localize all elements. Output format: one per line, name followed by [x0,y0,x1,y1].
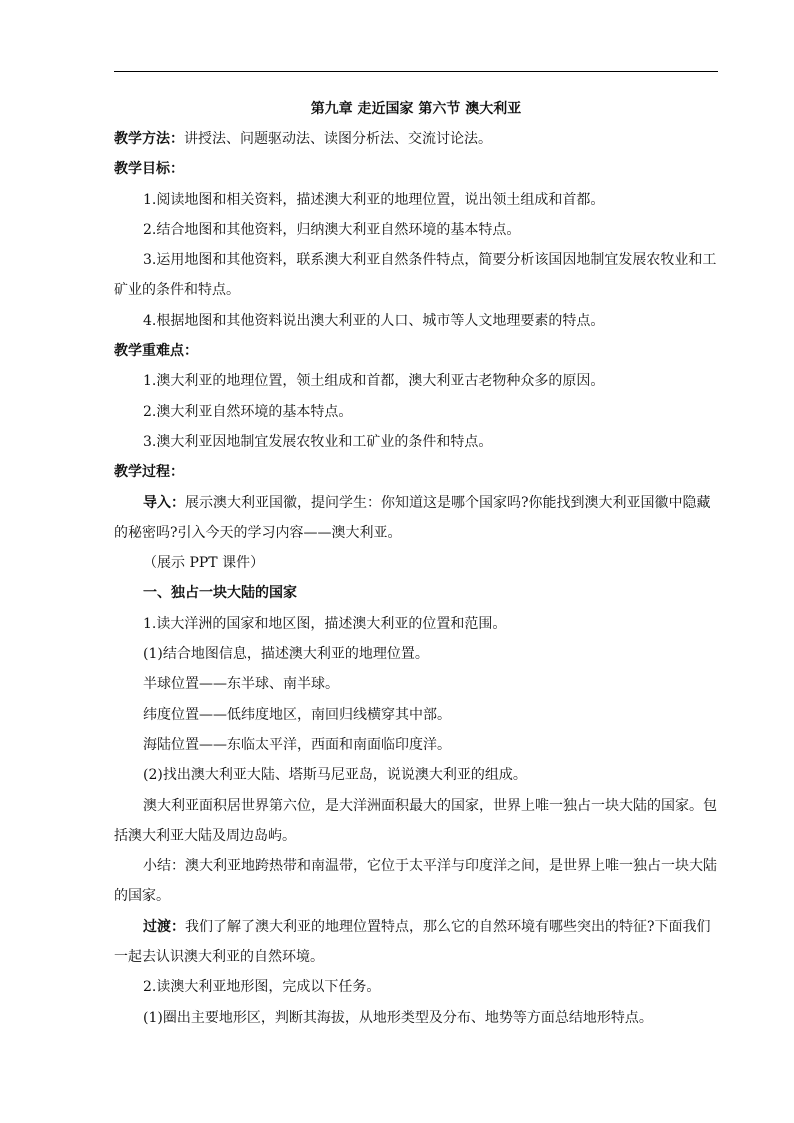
goal-item: 2.结合地图和其他资料，归纳澳大利亚自然环境的基本特点。 [143,221,521,238]
latitude-line: 纬度位置——低纬度地区，南回归线横穿其中部。 [143,706,451,723]
hemisphere-line: 半球位置——东半球、南半球。 [143,676,339,693]
goals-heading: 教学目标： [114,161,184,178]
ppt-note: （展示 PPT 课件） [143,555,265,572]
step-1a: (1)结合地图信息，描述澳大利亚的地理位置。 [143,646,429,663]
header-rule [114,71,718,72]
transition-label: 过渡： [143,918,185,935]
keypoints-heading: 教学重难点： [114,343,198,360]
intro-label: 导入： [143,494,185,511]
page-title: 第九章 走近国家 第六节 澳大利亚 [310,101,522,117]
intro-text: 展示澳大利亚国徽，提问学生：你知道这是哪个国家吗?你能找到澳大利亚国徽中隐藏的秘密吗?引入今天的学习内容——澳大利亚。 [114,494,711,541]
goal-item: 1.阅读地图和相关资料，描述澳大利亚的地理位置，说出领土组成和首都。 [143,191,605,208]
goal-item: 3.运用地图和其他资料，联系澳大利亚自然条件特点，简要分析该国因地制宜发展农牧业和工矿业的条件和特点。 [114,252,717,299]
process-heading: 教学过程： [114,464,184,481]
document-body [114,94,718,1033]
step-2: 2.读澳大利亚地形图，完成以下任务。 [143,979,381,996]
transition-paragraph [114,912,718,973]
section-heading: 一、独占一块大陆的国家 [143,585,297,602]
intro-paragraph [114,488,718,549]
goal-item: 4.根据地图和其他资料说出澳大利亚的人口、城市等人文地理要素的特点。 [143,312,605,329]
method-label: 教学方法： [114,131,184,147]
keypoint-item: 2.澳大利亚自然环境的基本特点。 [143,403,353,420]
method-line [114,124,718,154]
keypoint-item: 3.澳大利亚因地制宜发展农牧业和工矿业的条件和特点。 [143,433,493,450]
method-text: 讲授法、问题驱动法、读图分析法、交流讨论法。 [184,131,492,147]
sealand-line: 海陆位置——东临太平洋，西面和南面临印度洋。 [143,736,451,753]
keypoint-item: 1.澳大利亚的地理位置，领土组成和首都，澳大利亚古老物种众多的原因。 [143,373,605,390]
transition-text: 我们了解了澳大利亚的地理位置特点，那么它的自然环境有哪些突出的特征?下面我们一起去认识澳大利亚的自然环境。 [114,918,711,966]
area-paragraph: 澳大利亚面积居世界第六位，是大洋洲面积最大的国家，世界上唯一独占一块大陆的国家。包括澳大利亚大陆及周边岛屿。 [114,797,717,844]
step-2a: (1)圈出主要地形区，判断其海拔，从地形类型及分布、地势等方面总结地形特点。 [143,1009,653,1026]
step-1b: (2)找出澳大利亚大陆、塔斯马尼亚岛，说说澳大利亚的组成。 [143,767,527,784]
step-1: 1.读大洋洲的国家和地区图，描述澳大利亚的位置和范围。 [143,615,507,632]
summary-paragraph: 小结：澳大利亚地跨热带和南温带，它位于太平洋与印度洋之间，是世界上唯一独占一块大陆的国家。 [114,858,717,905]
